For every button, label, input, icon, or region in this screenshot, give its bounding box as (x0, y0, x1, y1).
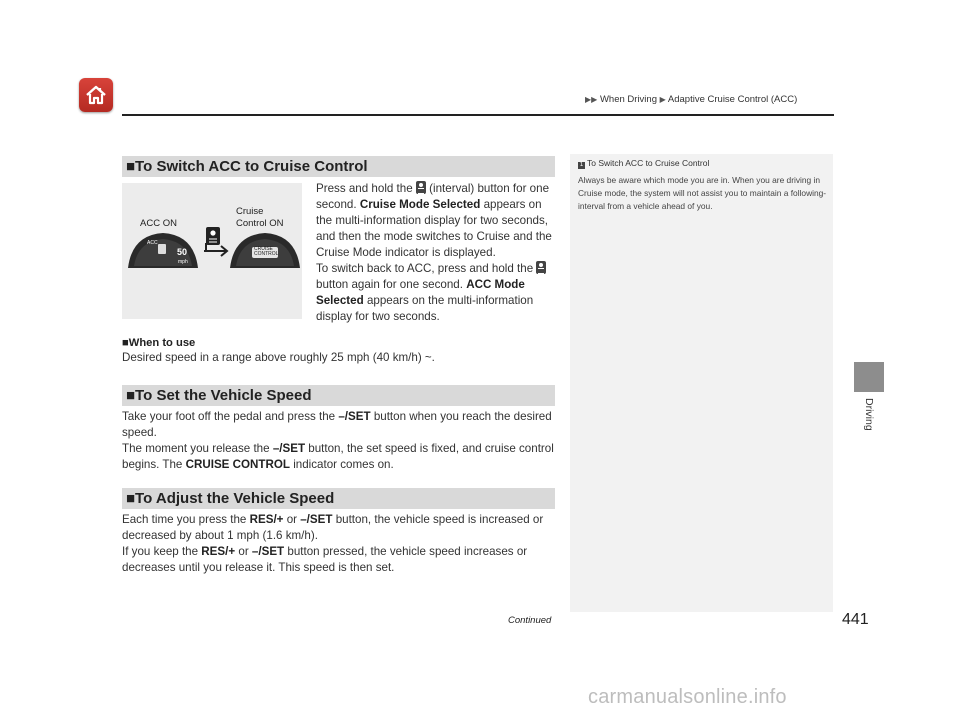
switch-instructions: Press and hold the (interval) button for one second. Cruise Mode Selected appears on the multi-information display for two seconds, and then the mode switches to Cruise and the Cruise Mode indicator is displayed. To switch back to ACC, press and hold the button again for one second. ACC Mode Selected appears on the multi-information display for two seconds. (316, 182, 552, 323)
header-divider (122, 114, 834, 116)
mode-switch-figure (122, 183, 302, 319)
gauge-speed: 50 (177, 247, 188, 257)
interval-button-icon (536, 261, 546, 274)
interval-icon (158, 244, 166, 254)
gauge-acc-text: ACC (147, 240, 158, 246)
cruise-mode-selected-text: Cruise Mode Selected (359, 198, 481, 211)
chapter-tab-text: Driving (863, 398, 875, 431)
side-note-body: Always be aware which mode you are in. When you are driving in Cruise mode, the system will not assist you to maintain a following-interval from a vehicle ahead of you. (578, 175, 827, 212)
acc-on-label: ACC ON (140, 218, 177, 229)
section-title: ■To Adjust the Vehicle Speed (126, 490, 335, 507)
page-number: 441 (842, 611, 869, 628)
set-button-label: –/SET (300, 513, 333, 526)
breadcrumb-item[interactable]: Adaptive Cruise Control (ACC) (667, 94, 798, 105)
set-speed-text: Take your foot off the pedal and press the –/SET button when you reach the desired speed. The moment you release the –/SET button, the set speed is fixed, and cruise control begins. The CRUISE CONTROL indicator comes on. (122, 410, 554, 471)
breadcrumb-item[interactable]: When Driving (599, 94, 657, 105)
set-button-label: –/SET (272, 442, 306, 455)
interval-button-icon (416, 181, 426, 194)
set-button-label: –/SET (251, 545, 285, 558)
side-note-box (570, 154, 833, 612)
acc-mode-selected-text: ACC Mode (466, 278, 525, 291)
gauge-cruise-line2: CONTROL (254, 251, 279, 257)
cruise-on-label-line1: Cruise (236, 206, 264, 217)
section-header-adjust-speed (122, 488, 555, 509)
home-button[interactable] (79, 78, 113, 112)
section-header-switch (122, 156, 555, 177)
breadcrumb-arrow-icon: ▶ (659, 95, 666, 104)
watermark: carmanualsonline.info (588, 686, 787, 708)
chapter-tab-marker[interactable] (854, 362, 884, 392)
home-icon (84, 83, 108, 107)
adjust-speed-text: Each time you press the RES/+ or –/SET button, the vehicle speed is increased or decreased by about 1 mph (1.6 km/h). If you keep the RES/+ or –/SET button pressed, the vehicle speed increases or decreases until you release it. This speed is then set. (122, 513, 544, 574)
chapter-tab-label (863, 398, 877, 438)
gauge-cruise-line1: CRUISE (254, 246, 273, 252)
res-button-label: RES/+ (201, 545, 236, 558)
cruise-control-indicator-label: CRUISE CONTROL (185, 458, 290, 471)
res-button-label: RES/+ (249, 513, 284, 526)
section-title: ■To Set the Vehicle Speed (126, 387, 312, 404)
when-to-use-text: Desired speed in a range above roughly 25 mph (40 km/h) ~. (122, 351, 435, 364)
set-button-label: –/SET (338, 410, 371, 423)
cruise-on-label-line2: Control ON (236, 218, 284, 229)
breadcrumb-arrow-icon: ▶▶ (585, 95, 598, 104)
gauge-unit: mph (178, 259, 188, 265)
when-to-use-heading: ■When to use (122, 337, 196, 349)
side-note-title[interactable]: 1 To Switch ACC to Cruise Control (579, 158, 710, 168)
continued-label: Continued (508, 615, 552, 626)
breadcrumb (585, 94, 797, 105)
section-title: ■To Switch ACC to Cruise Control (126, 158, 368, 175)
note-marker-icon: 1 (579, 162, 584, 168)
section-header-set-speed (122, 385, 555, 406)
